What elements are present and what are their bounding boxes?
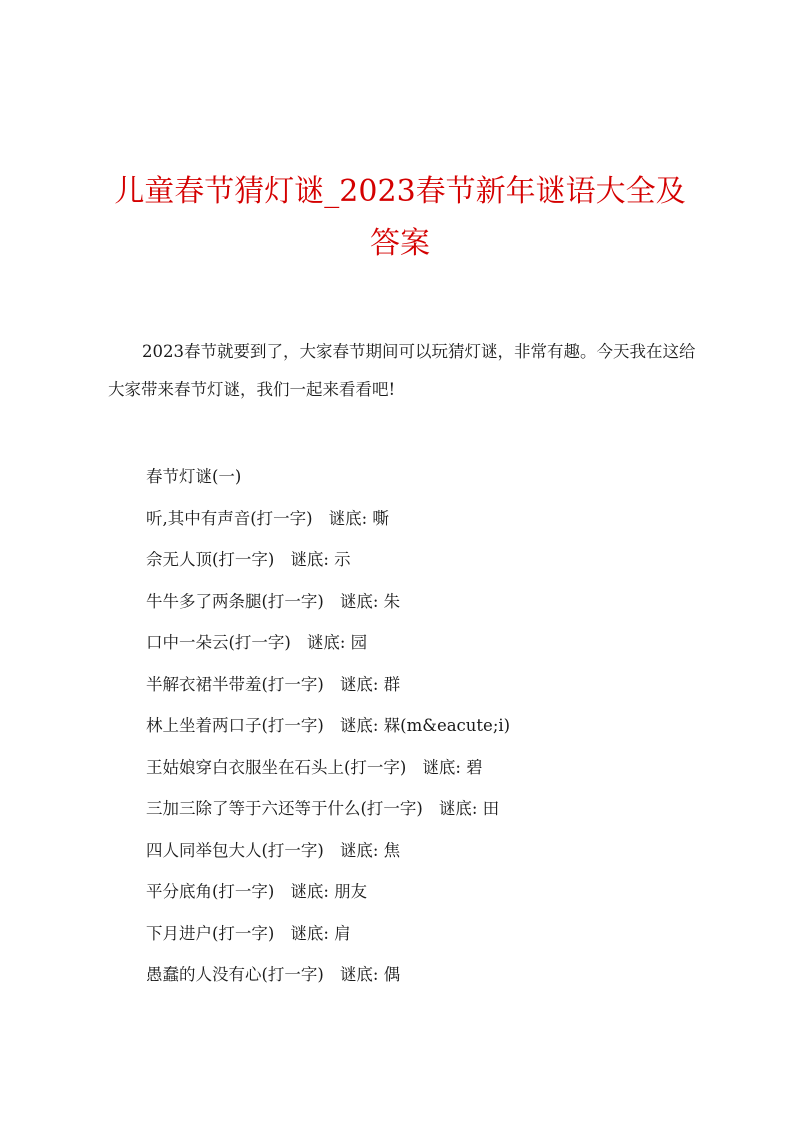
riddle-answer: 谜底: 园 — [306, 633, 368, 652]
riddle-item — [146, 581, 510, 623]
riddle-answer: 谜底: 焦 — [339, 840, 401, 860]
riddle-answer: 谜底: 示 — [290, 550, 351, 569]
riddle-item — [146, 664, 510, 706]
intro-paragraph: 2023春节就要到了，大家春节期间可以玩猜灯谜，非常有趣。今天我在这给大家带来春节灯谜，我们一起来看看吧! — [108, 342, 696, 399]
riddle-question: 林上坐着两口子(打一字) — [146, 716, 324, 735]
riddle-question: 三加三除了等于六还等于什么(打一字) — [146, 799, 423, 818]
riddle-question: 平分底角(打一字) — [146, 882, 275, 901]
riddle-answer: 谜底: 肩 — [290, 923, 351, 943]
riddle-answer: 谜底: 偶 — [339, 965, 401, 984]
riddle-question: 佘无人顶(打一字) — [146, 550, 275, 569]
riddle-item — [146, 913, 510, 955]
riddle-question: 下月进户(打一字) — [146, 923, 275, 943]
riddle-item — [146, 539, 510, 581]
riddle-question: 牛牛多了两条腿(打一字) — [146, 591, 324, 611]
riddle-item — [146, 747, 510, 789]
riddle-question: 王姑娘穿白衣服坐在石头上(打一字) — [146, 757, 407, 777]
riddle-item — [146, 830, 510, 872]
riddle-answer: 谜底: 朋友 — [290, 882, 368, 901]
riddle-question: 口中一朵云(打一字) — [146, 633, 291, 652]
riddle-answer: 谜底: 朱 — [339, 591, 401, 611]
riddle-question: 听,其中有声音(打一字) — [146, 508, 313, 528]
section-heading: 春节灯谜(一) — [146, 467, 242, 486]
riddle-question: 四人同举包大人(打一字) — [146, 840, 324, 860]
riddle-item — [146, 622, 510, 664]
riddle-question: 愚蠢的人没有心(打一字) — [146, 965, 324, 984]
document-title: 儿童春节猜灯谜_2023春节新年谜语大全及答案 — [114, 174, 686, 261]
riddle-list — [146, 456, 510, 996]
riddle-item — [146, 705, 510, 747]
riddle-answer: 谜底: 碧 — [422, 757, 483, 777]
riddle-answer: 谜底: 群 — [339, 674, 401, 694]
riddle-item — [146, 788, 510, 830]
riddle-answer: 谜底: 田 — [438, 799, 500, 818]
riddle-question: 半解衣裙半带羞(打一字) — [146, 674, 324, 694]
riddle-item — [146, 954, 510, 996]
riddle-answer: 谜底: 槑(m&eacute;i) — [339, 716, 511, 735]
riddle-item — [146, 871, 510, 913]
riddle-item — [146, 498, 510, 540]
riddle-answer: 谜底: 嘶 — [328, 508, 389, 528]
